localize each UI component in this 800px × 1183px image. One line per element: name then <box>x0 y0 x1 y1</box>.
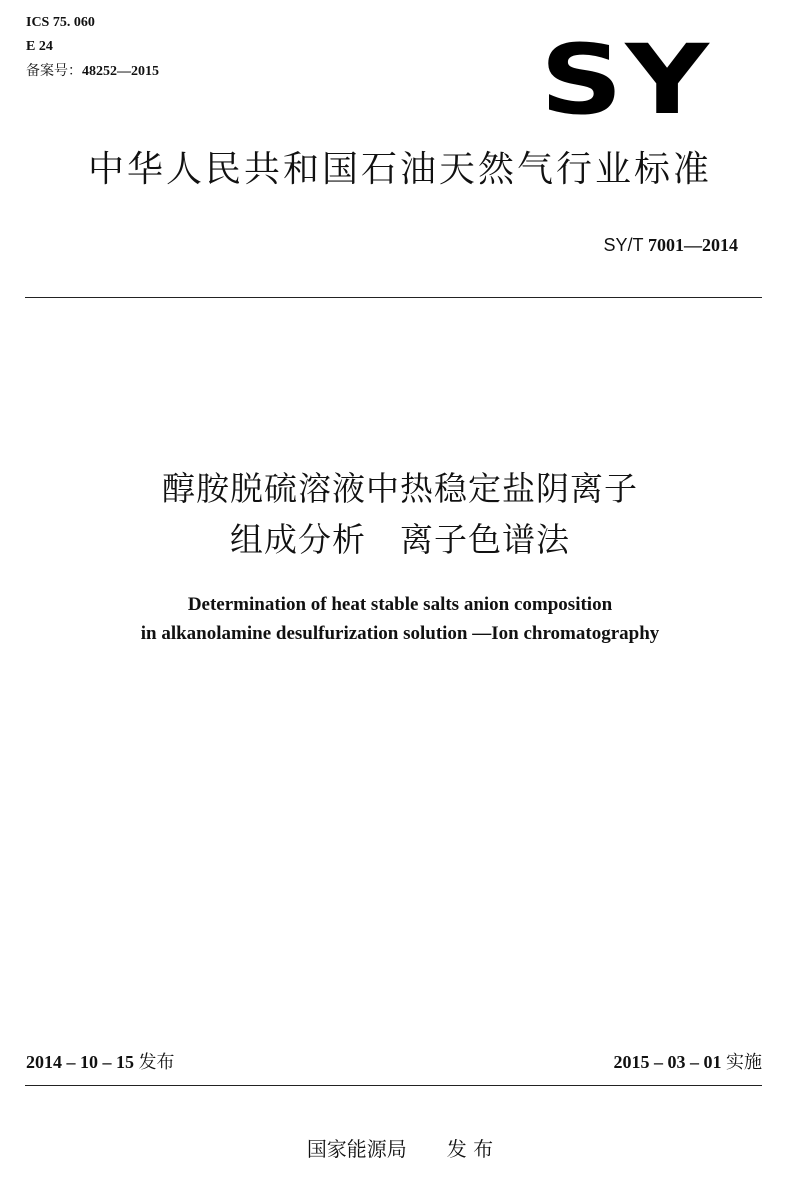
filing-number <box>26 62 159 81</box>
standard-code-prefix: SY/T <box>603 235 644 255</box>
standard-code-number: 7001—2014 <box>648 235 738 255</box>
standard-code <box>603 234 738 256</box>
category-code: E 24 <box>26 39 53 54</box>
en-title-line-1: Determination of heat stable salts anion composition <box>187 594 613 615</box>
filing-number-value: 48252—2015 <box>82 64 159 79</box>
issue-date-word: 发布 <box>138 1052 175 1073</box>
effective-date-value: 2015 – 03 – 01 <box>613 1052 722 1072</box>
issue-date <box>26 1050 175 1075</box>
issuer: 国家能源局 发 布 <box>306 1137 494 1161</box>
ics-code: ICS 75. 060 <box>26 15 95 30</box>
org-title: 中华人民共和国石油天然气行业标准 <box>87 149 712 190</box>
issue-date-value: 2014 – 10 – 15 <box>26 1052 134 1072</box>
filing-label: 备案号： <box>26 63 82 79</box>
cn-title-line-2: 组成分析 离子色谱法 <box>230 520 570 559</box>
top-divider <box>25 297 762 298</box>
sy-logo: SY <box>540 24 712 136</box>
effective-date-word: 实施 <box>726 1052 762 1073</box>
effective-date <box>614 1050 763 1075</box>
en-title-line-2: in alkanolamine desulfurization solution —Ion chromatography <box>140 623 660 644</box>
bottom-divider <box>25 1085 762 1086</box>
cn-title-line-1: 醇胺脱硫溶液中热稳定盐阴离子 <box>162 469 638 508</box>
